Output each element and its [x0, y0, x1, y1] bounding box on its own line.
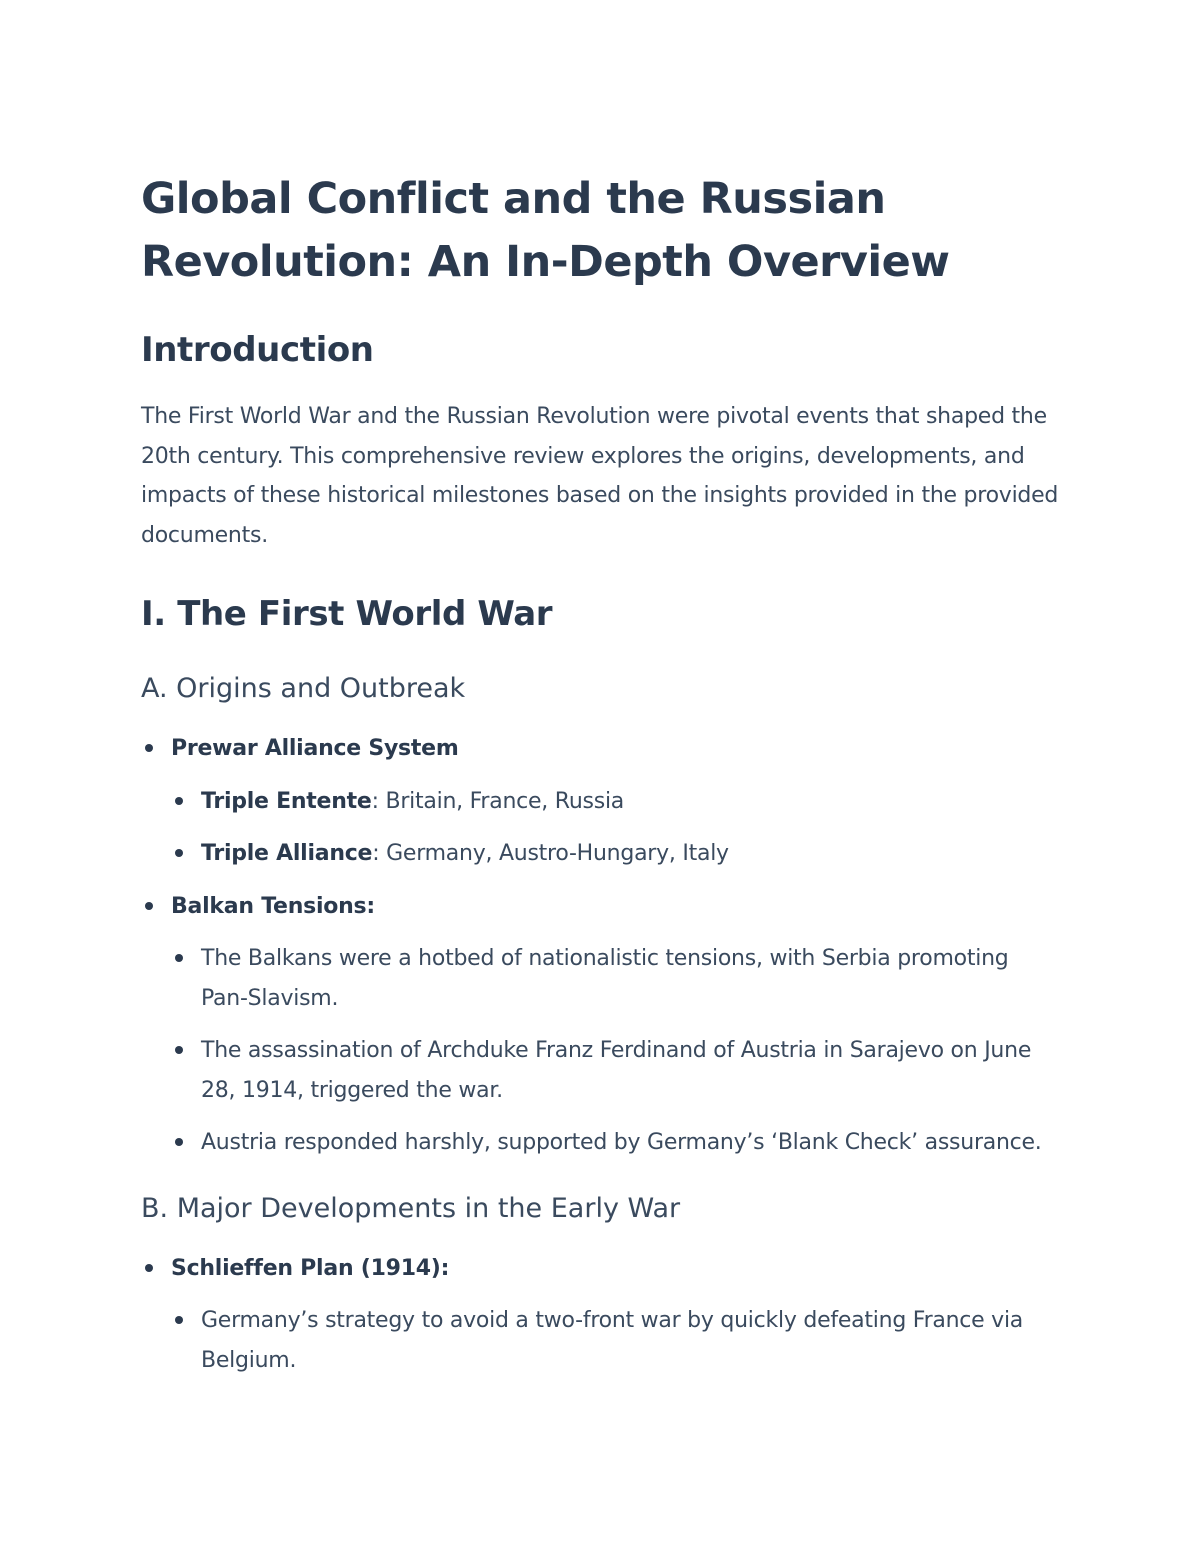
list-item-label: Balkan Tensions:	[171, 893, 375, 919]
introduction-heading: Introduction	[141, 330, 374, 370]
list-item	[171, 1123, 1061, 1163]
list-item-text: Austria responded harshly, supported by Germany’s ‘Blank Check’ assurance.	[201, 1130, 1042, 1155]
list-item	[171, 1031, 1061, 1110]
list-item-schlieffen-plan	[141, 1249, 1061, 1381]
subsection-origins-heading: A. Origins and Outbreak	[141, 673, 466, 704]
bullet-icon	[175, 1138, 183, 1146]
bullet-icon	[145, 744, 153, 752]
subsection-early-war-heading: B. Major Developments in the Early War	[141, 1192, 681, 1224]
sublist	[171, 939, 1061, 1163]
bullet-icon	[175, 1316, 183, 1324]
document-page	[141, 168, 1061, 1380]
list-item-label: Schlieffen Plan (1914):	[171, 1255, 450, 1281]
bullet-icon	[175, 797, 183, 805]
section-first-world-war-heading: I. The First World War	[141, 594, 553, 634]
origins-list	[141, 729, 1061, 1163]
list-item-label: Prewar Alliance System	[171, 736, 459, 761]
list-item-balkan-tensions	[141, 887, 1061, 1163]
list-item-text: The Balkans were a hotbed of nationalistic tensions, with Serbia promoting Pan-Slavism.	[201, 946, 1009, 1011]
list-item	[171, 1301, 1061, 1380]
list-item-label: Triple Alliance	[201, 841, 373, 866]
sublist	[171, 782, 1061, 874]
list-item-text: : Britain, France, Russia	[371, 788, 625, 814]
document-title: Global Conflict and the Russian Revolution: An In-Depth Overview	[141, 174, 950, 287]
list-item-text: : Germany, Austro-Hungary, Italy	[372, 841, 729, 866]
list-item-label: Triple Entente	[201, 788, 372, 814]
bullet-icon	[175, 849, 183, 857]
list-item-text: The assassination of Archduke Franz Ferdinand of Austria in Sarajevo on June 28, 1914, triggered the war.	[201, 1038, 1032, 1103]
sublist	[171, 1301, 1061, 1380]
list-item	[171, 939, 1061, 1018]
bullet-icon	[175, 1046, 183, 1054]
bullet-icon	[145, 1264, 153, 1272]
list-item-text: Germany’s strategy to avoid a two-front war by quickly defeating France via Belgium.	[201, 1308, 1024, 1373]
list-item-prewar-alliance	[141, 729, 1061, 874]
early-war-list	[141, 1249, 1061, 1381]
list-item-triple-entente	[171, 782, 1061, 822]
list-item-triple-alliance	[171, 834, 1061, 874]
bullet-icon	[175, 954, 183, 962]
introduction-paragraph: The First World War and the Russian Revolution were pivotal events that shaped the 20th century. This comprehensive review explores the origins, developments, and impacts of these historical milestones based on the insights provided in the provided documents.	[141, 404, 1059, 548]
bullet-icon	[145, 902, 153, 910]
